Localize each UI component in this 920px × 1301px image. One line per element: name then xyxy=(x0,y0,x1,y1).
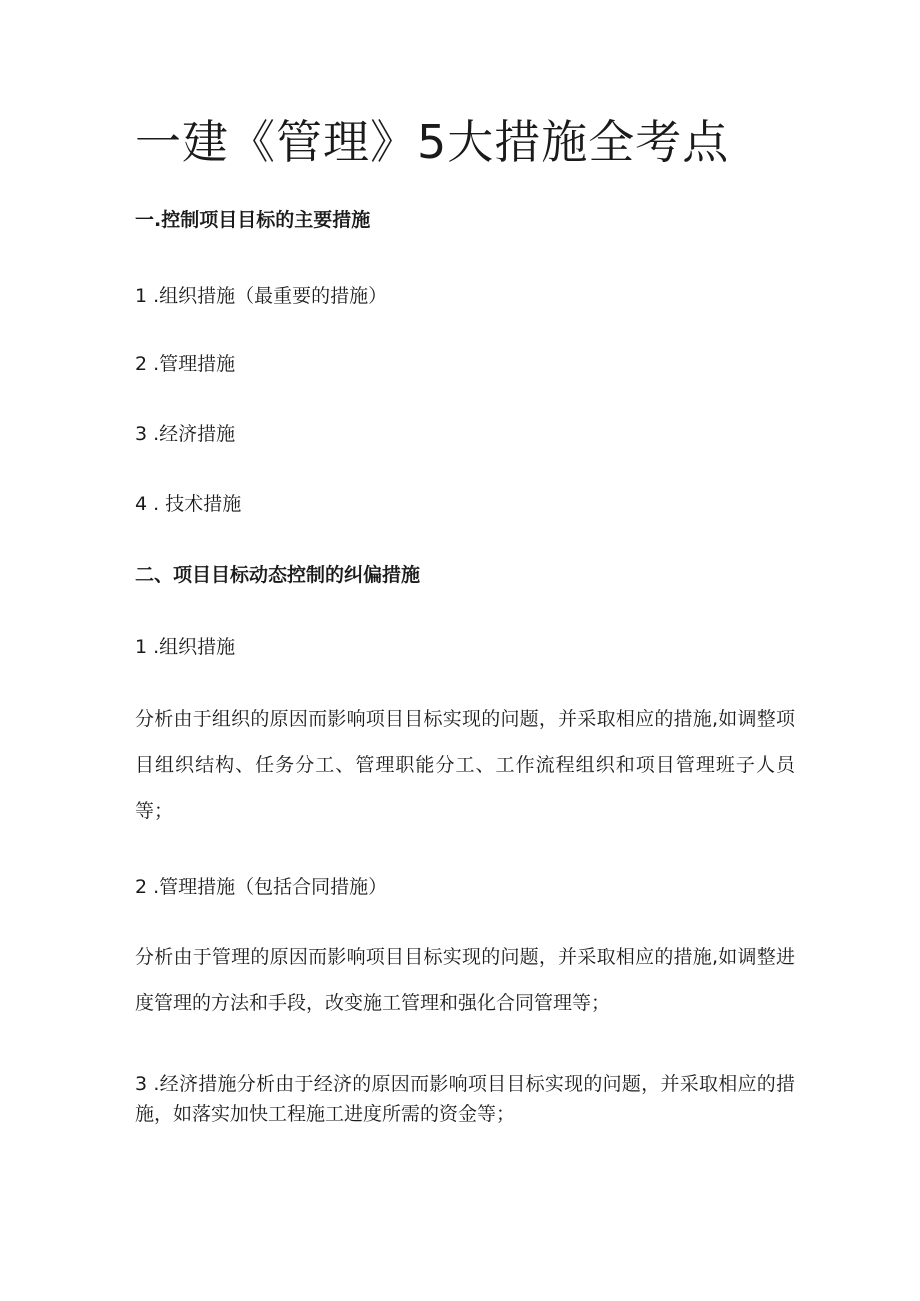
section1-item-3: 3 .经济措施 xyxy=(135,423,236,445)
section1-item-4: 4 . 技术措施 xyxy=(135,493,242,515)
section2-heading: 二、项目目标动态控制的纠偏措施 xyxy=(135,564,421,586)
section1-item-1: 1 .组织措施（最重要的措施） xyxy=(135,285,388,307)
section2-item1-label: 1 .组织措施 xyxy=(135,636,236,658)
section2-item2-text: 分析由于管理的原因而影响项目目标实现的问题，并采取相应的措施,如调整进度管理的方法和手段，改变施工管理和强化合同管理等； xyxy=(135,946,795,1014)
section2-item1-text: 分析由于组织的原因而影响项目目标实现的问题，并采取相应的措施,如调整项目组织结构、任务分工、管理职能分工、工作流程组织和项目管理班子人员等； xyxy=(135,708,795,822)
section2-item3-text: 3 .经济措施分析由于经济的原因而影响项目目标实现的问题，并采取相应的措施，如落实加快工程施工进度所需的资金等； xyxy=(135,1073,795,1125)
section2-item2-label: 2 .管理措施（包括合同措施） xyxy=(135,876,388,898)
section1-heading: 一.控制项目目标的主要措施 xyxy=(135,209,371,231)
document-title: 一建《管理》5大措施全考点 xyxy=(135,115,730,169)
section1-item-2: 2 .管理措施 xyxy=(135,353,236,375)
